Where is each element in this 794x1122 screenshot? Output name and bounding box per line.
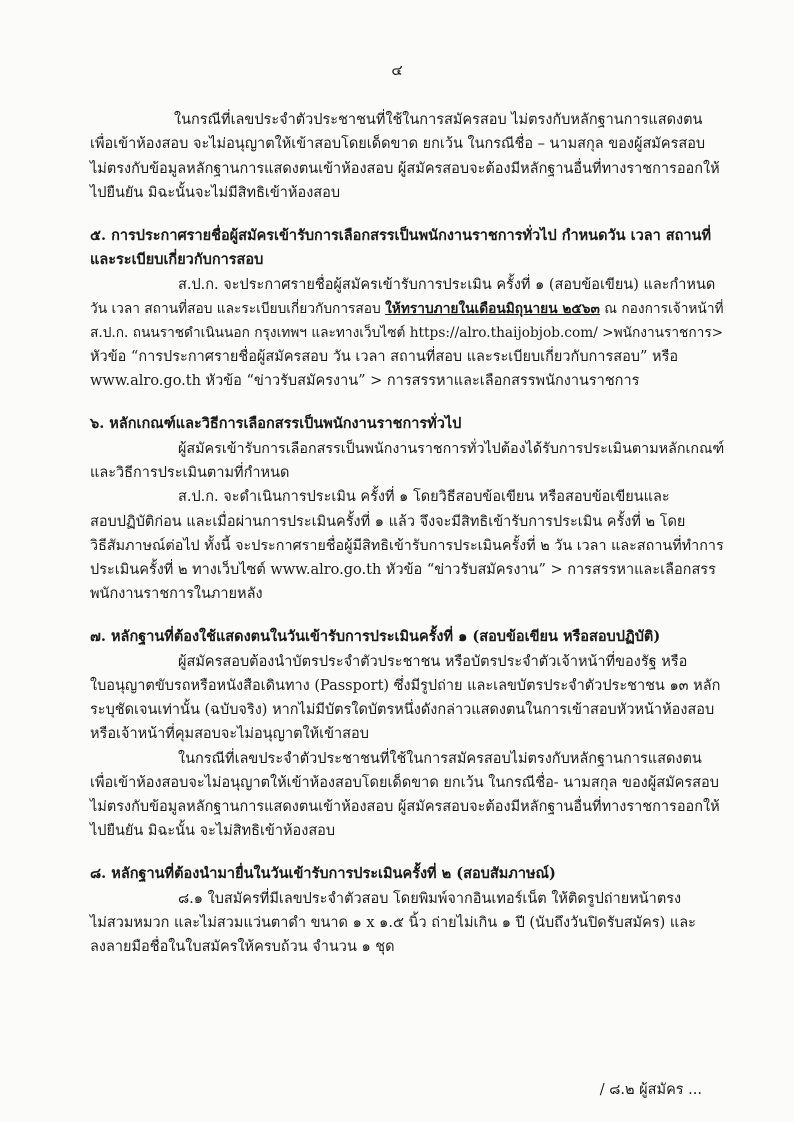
section-5-line-5: www.alro.go.th หัวข้อ “ข่าวรับสมัครงาน” > การสรรหาและเลือกสรรพนักงานราชการ	[90, 373, 640, 389]
section-7-line-3: ระบุชัดเจนเท่านั้น (ฉบับจริง) หากไม่มีบัตรใดบัตรหนึ่งดังกล่าวแสดงตนในการเข้าสอบหัวหน้าห้องสอบ	[90, 702, 715, 718]
section-5-heading-line-2: และระเบียบเกี่ยวกับการสอบ	[90, 251, 264, 268]
section-5-line-4: หัวข้อ “การประกาศรายชื่อผู้สมัครสอบ วัน เวลา สถานที่สอบ และระเบียบเกี่ยวกับการสอบ” หรือ	[90, 349, 679, 365]
deadline-underlined: ให้ทราบภายในเดือนมิถุนายน ๒๕๖๓	[385, 301, 600, 317]
section-6-heading: ๖. หลักเกณฑ์และวิธีการเลือกสรรเป็นพนักงานราชการทั่วไป	[90, 415, 462, 432]
section-6-line-4: สอบปฏิบัติก่อน และเมื่อผ่านการประเมินครั้งที่ ๑ แล้ว จึงจะมีสิทธิเข้ารับการประเมิน ครั้งที่ ๒ โดย	[90, 514, 686, 530]
section-7-line-4: หรือเจ้าหน้าที่คุมสอบจะไม่อนุญาตให้เข้าสอบ	[90, 726, 369, 742]
section-8-line-1: ๘.๑ ใบสมัครที่มีเลขประจำตัวสอบ โดยพิมพ์จากอินเทอร์เน็ต ให้ติดรูปถ่ายหน้าตรง	[178, 891, 682, 907]
section-6-line-2: และวิธีการประเมินตามที่กำหนด	[90, 465, 290, 481]
section-5-line-2-start: วัน เวลา สถานที่สอบ และระเบียบเกี่ยวกับการสอบ	[90, 301, 386, 317]
section-6-line-3: ส.ป.ก. จะดำเนินการประเมิน ครั้งที่ ๑ โดยวิธีสอบข้อเขียน หรือสอบข้อเขียนและ	[178, 489, 670, 505]
section-7-line-5: ในกรณีที่เลขประจำตัวประชาชนที่ใช้ในการสมัครสอบไม่ตรงกับหลักฐานการแสดงตน	[178, 751, 702, 767]
page-number: ๔	[391, 61, 403, 79]
section-6-line-5: วิธีสัมภาษณ์ต่อไป ทั้งนี้ จะประกาศรายชื่อผู้มีสิทธิเข้ารับการประเมินครั้งที่ ๒ วัน เวลา และสถานที่ทำการ	[90, 538, 724, 554]
section-5-line-3: ส.ป.ก. ถนนราชดำเนินนอก กรุงเทพฯ และทางเว็บไซต์ https://alro.thaijobjob.com/ >พนักงานราชการ>	[90, 325, 724, 341]
section-7-line-7: ไม่ตรงกับข้อมูลหลักฐานการแสดงตนเข้าห้องสอบ ผู้สมัครสอบจะต้องมีหลักฐานอื่นที่ทางราชการออกให้	[90, 799, 720, 815]
section-5-line-2-end: ณ กองการเจ้าหน้าที่	[599, 301, 724, 317]
section-8-line-2: ไม่สวมหมวก และไม่สวมแว่นตาดำ ขนาด ๑ x ๑.๕ นิ้ว ถ่ายไม่เกิน ๑ ปี (นับถึงวันปิดรับสมัคร) และ	[90, 915, 696, 931]
section-8-line-3: ลงลายมือชื่อในใบสมัครให้ครบถ้วน จำนวน ๑ ชุด	[90, 939, 395, 955]
section-5-heading-line-1: ๕. การประกาศรายชื่อผู้สมัครเข้ารับการเลือกสรรเป็นพนักงานราชการทั่วไป กำหนดวัน เวลา สถานที่	[90, 227, 712, 244]
section-7-heading: ๗. หลักฐานที่ต้องใช้แสดงตนในวันเข้ารับการประเมินครั้งที่ ๑ (สอบข้อเขียน หรือสอบปฏิบัติ)	[90, 628, 661, 645]
intro-line-4: ไปยืนยัน มิฉะนั้นจะไม่มีสิทธิเข้าห้องสอบ	[90, 185, 341, 201]
section-7-line-8: ไปยืนยัน มิฉะนั้น จะไม่สิทธิเข้าห้องสอบ	[90, 823, 336, 839]
intro-line-3: ไม่ตรงกับข้อมูลหลักฐานการแสดงตนเข้าห้องสอบ ผู้สมัครสอบจะต้องมีหลักฐานอื่นที่ทางราชการออกให้	[90, 161, 720, 177]
section-7-line-6: เพื่อเข้าห้องสอบจะไม่อนุญาตให้เข้าห้องสอบโดยเด็ดขาด ยกเว้น ในกรณีชื่อ- นามสกุล ของผู้สมัครสอบ	[90, 775, 719, 791]
section-7-line-1: ผู้สมัครสอบต้องนำบัตรประจำตัวประชาชน หรือบัตรประจำตัวเจ้าหน้าที่ของรัฐ หรือ	[178, 654, 688, 670]
section-5-line-1: ส.ป.ก. จะประกาศรายชื่อผู้สมัครเข้ารับการประเมิน ครั้งที่ ๑ (สอบข้อเขียน) และกำหนด	[178, 277, 716, 293]
section-6-line-7: พนักงานราชการในภายหลัง	[90, 586, 263, 602]
section-5-line-2	[90, 299, 724, 319]
intro-line-2: เพื่อเข้าห้องสอบ จะไม่อนุญาตให้เข้าสอบโดยเด็ดขาด ยกเว้น ในกรณีชื่อ – นามสกุล ของผู้สมัครสอบ	[90, 136, 706, 152]
section-7-line-2: ใบอนุญาตขับรถหรือหนังสือเดินทาง (Passport) ซึ่งมีรูปถ่าย และเลขบัตรประจำตัวประชาชน ๑๓ หลัก	[90, 678, 721, 694]
section-6-line-6: ประเมินครั้งที่ ๒ ทางเว็บไซต์ www.alro.go.th หัวข้อ “ข่าวรับสมัครงาน” > การสรรหาและเลือกสรร	[90, 562, 716, 578]
section-8-heading: ๘. หลักฐานที่ต้องนำมายื่นในวันเข้ารับการประเมินครั้งที่ ๒ (สอบสัมภาษณ์)	[90, 865, 556, 882]
section-6-line-1: ผู้สมัครเข้ารับการเลือกสรรเป็นพนักงานราชการทั่วไปต้องได้รับการประเมินตามหลักเกณฑ์	[178, 441, 725, 457]
continuation-marker: / ๘.๒ ผู้สมัคร ...	[599, 1082, 702, 1098]
intro-line-1: ในกรณีที่เลขประจำตัวประชาชนที่ใช้ในการสมัครสอบ ไม่ตรงกับหลักฐานการแสดงตน	[174, 112, 703, 128]
